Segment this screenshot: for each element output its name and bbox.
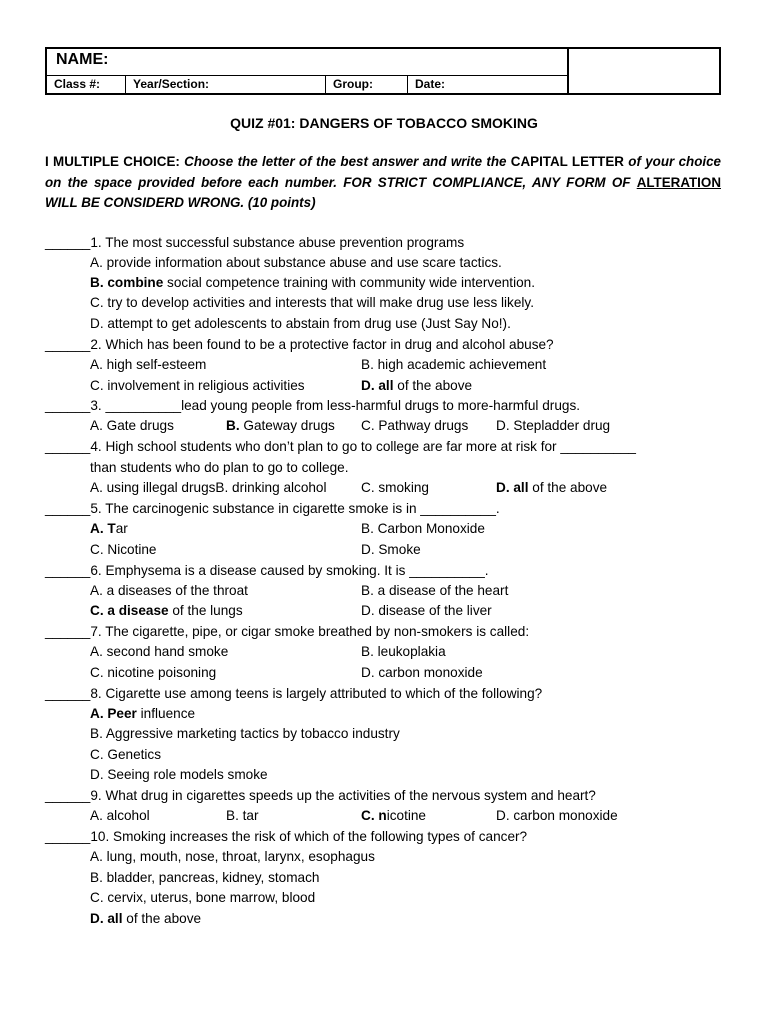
line-text: of the lungs xyxy=(168,603,243,618)
name-label: NAME: xyxy=(56,51,109,68)
option-8b xyxy=(90,724,400,744)
answer-mark: D. all xyxy=(361,378,394,393)
question-7 xyxy=(45,622,529,642)
name-row xyxy=(47,49,567,76)
option-2b xyxy=(361,355,546,375)
question-2 xyxy=(45,335,554,355)
student-info-box xyxy=(45,47,721,95)
line-text: C. Genetics xyxy=(90,747,162,762)
option-9b xyxy=(226,806,258,826)
question-3 xyxy=(45,396,580,416)
year-section-label: Year/Section: xyxy=(126,76,326,93)
line-text: A. a diseases of the throat xyxy=(90,583,248,598)
option-1d xyxy=(90,314,511,334)
option-2c xyxy=(90,376,305,396)
line-text: C. nicotine poisoning xyxy=(90,665,217,680)
line-text: of the above xyxy=(122,911,202,926)
question-6 xyxy=(45,561,489,581)
line-text: ______7. The cigarette, pipe, or cigar smoke breathed by non-smokers is called: xyxy=(45,624,530,639)
option-7a xyxy=(90,642,228,662)
class-number-label: Class #: xyxy=(47,76,126,93)
line-text: D. disease of the liver xyxy=(361,603,492,618)
group-label: Group: xyxy=(326,76,408,93)
line-text: A. provide information about substance abuse and use scare tactics. xyxy=(90,255,502,270)
answer-mark: C. a disease xyxy=(90,603,169,618)
question-10 xyxy=(45,827,527,847)
option-5b xyxy=(361,519,485,539)
option-10b xyxy=(90,868,319,888)
option-7d xyxy=(361,663,483,683)
option-6c xyxy=(90,601,243,621)
score-box-divider xyxy=(567,49,569,93)
option-4d xyxy=(496,478,607,498)
answer-mark: A. Peer xyxy=(90,706,137,721)
line-text: A. Gate drugs xyxy=(90,418,174,433)
option-5c xyxy=(90,540,156,560)
option-8c xyxy=(90,745,161,765)
option-9a xyxy=(90,806,150,826)
option-6b xyxy=(361,581,508,601)
question-1 xyxy=(45,233,464,253)
option-3a xyxy=(90,416,174,436)
line-text: C. Pathway drugs xyxy=(361,418,469,433)
line-text: social competence training with community wide intervention. xyxy=(163,275,536,290)
quiz-title: QUIZ #01: DANGERS OF TOBACCO SMOKING xyxy=(230,115,538,131)
date-label: Date: xyxy=(415,77,446,91)
option-4ab xyxy=(90,478,327,498)
line-text: ______3. __________lead young people from less-harmful drugs to more-harmful drugs. xyxy=(45,398,581,413)
line-text: B. bladder, pancreas, kidney, stomach xyxy=(90,870,320,885)
line-text: D. attempt to get adolescents to abstain from drug use (Just Say No!). xyxy=(90,316,511,331)
line-text: D. carbon monoxide xyxy=(496,808,618,823)
option-6a xyxy=(90,581,248,601)
instructions xyxy=(45,152,721,214)
line-text: B. high academic achievement xyxy=(361,357,547,372)
instructions-part-body-2: of your choice on the space provided before each number. FOR STRICT COMPLIANCE, ANY FORM OF xyxy=(45,154,721,190)
question-4 xyxy=(45,437,636,457)
option-5d xyxy=(361,540,421,560)
line-text: A. alcohol xyxy=(90,808,150,823)
line-text: ______9. What drug in cigarettes speeds up the activities of the nervous system and heart? xyxy=(45,788,596,803)
answer-mark: A. T xyxy=(90,521,116,536)
option-3c xyxy=(361,416,468,436)
line-text: C. involvement in religious activities xyxy=(90,378,305,393)
line-text: of the above xyxy=(528,480,608,495)
question-8 xyxy=(45,684,542,704)
line-text: D. Seeing role models smoke xyxy=(90,767,268,782)
option-8a xyxy=(90,704,195,724)
option-6d xyxy=(361,601,492,621)
line-text: influence xyxy=(136,706,196,721)
option-10a xyxy=(90,847,375,867)
option-7c xyxy=(90,663,216,683)
answer-mark: B. xyxy=(226,418,240,433)
answer-mark: C. n xyxy=(361,808,387,823)
option-4c xyxy=(361,478,429,498)
line-text: ______4. High school students who don’t plan to go to college are far more at risk for __________ xyxy=(45,439,636,454)
line-text: ______2. Which has been found to be a protective factor in drug and alcohol abuse? xyxy=(45,337,554,352)
line-text: B. leukoplakia xyxy=(361,644,446,659)
line-text: ______10. Smoking increases the risk of which of the following types of cancer? xyxy=(45,829,528,844)
option-3b xyxy=(226,416,335,436)
line-text: ______6. Emphysema is a disease caused by smoking. It is __________. xyxy=(45,563,489,578)
line-text: C. Nicotine xyxy=(90,542,157,557)
line-text: A. high self-esteem xyxy=(90,357,207,372)
question-5 xyxy=(45,499,500,519)
option-8d xyxy=(90,765,268,785)
line-text: C. cervix, uterus, bone marrow, blood xyxy=(90,890,316,905)
option-2d xyxy=(361,376,472,396)
line-text: Gateway drugs xyxy=(239,418,335,433)
line-text: D. carbon monoxide xyxy=(361,665,483,680)
answer-mark: B. combine xyxy=(90,275,164,290)
option-3d xyxy=(496,416,610,436)
line-text: ar xyxy=(115,521,128,536)
option-1b xyxy=(90,273,535,293)
answer-mark: D. all xyxy=(496,480,529,495)
line-text: D. Stepladder drug xyxy=(496,418,611,433)
line-text: of the above xyxy=(393,378,473,393)
question-9 xyxy=(45,786,596,806)
line-text: A. second hand smoke xyxy=(90,644,229,659)
option-7b xyxy=(361,642,446,662)
instructions-part-body: Choose the letter of the best answer and write the xyxy=(184,154,511,169)
line-text: B. Carbon Monoxide xyxy=(361,521,485,536)
line-text: ______5. The carcinogenic substance in cigarette smoke is in __________. xyxy=(45,501,500,516)
option-5a xyxy=(90,519,128,539)
line-text: than students who do plan to go to college. xyxy=(90,460,349,475)
instructions-part-capital: CAPITAL LETTER xyxy=(510,154,624,169)
option-2a xyxy=(90,355,206,375)
line-text: ______8. Cigarette use among teens is largely attributed to which of the following? xyxy=(45,686,543,701)
line-text: D. Smoke xyxy=(361,542,421,557)
option-10d xyxy=(90,909,201,929)
instructions-part-heading: I MULTIPLE CHOICE: xyxy=(45,154,185,169)
line-text: A. lung, mouth, nose, throat, larynx, esophagus xyxy=(90,849,375,864)
line-text: A. using illegal drugsB. drinking alcohol xyxy=(90,480,327,495)
option-10c xyxy=(90,888,315,908)
line-text: C. try to develop activities and interests that will make drug use less likely. xyxy=(90,295,535,310)
line-text: C. smoking xyxy=(361,480,429,495)
option-9c xyxy=(361,806,426,826)
line-text: icotine xyxy=(386,808,426,823)
option-1c xyxy=(90,293,534,313)
instructions-part-warning: WILL BE CONSIDERD WRONG. (10 points) xyxy=(45,195,316,210)
option-1a xyxy=(90,253,502,273)
line-text: B. tar xyxy=(226,808,259,823)
instructions-part-alteration: ALTERATION xyxy=(636,174,721,190)
question-4-cont xyxy=(90,458,348,478)
line-text: B. Aggressive marketing tactics by tobacco industry xyxy=(90,726,400,741)
answer-mark: D. all xyxy=(90,911,123,926)
line-text: ______1. The most successful substance abuse prevention programs xyxy=(45,235,465,250)
line-text: B. a disease of the heart xyxy=(361,583,509,598)
option-9d xyxy=(496,806,618,826)
